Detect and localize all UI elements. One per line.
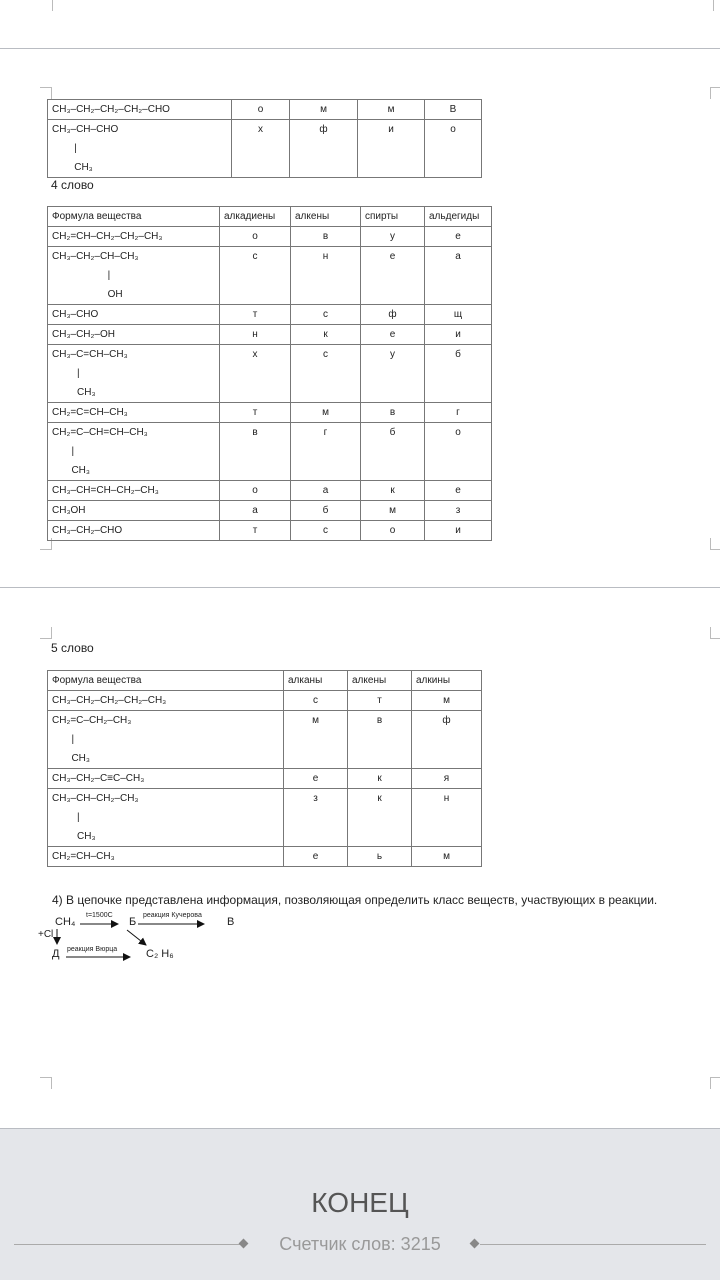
letter-cell: ф bbox=[361, 305, 425, 325]
table-row bbox=[48, 120, 482, 178]
formula-text: CH₃–C=CH–CH₃ | CH₃ bbox=[52, 349, 128, 398]
letter-cell: о bbox=[425, 423, 492, 481]
letter-cell: м bbox=[284, 711, 348, 769]
table-header-cell: алкены bbox=[291, 207, 361, 227]
formula-text: CH₃–CH–CHO | CH₃ bbox=[52, 124, 119, 173]
letter-cell: и bbox=[358, 120, 425, 178]
letter-cell: м bbox=[358, 100, 425, 120]
formula-text: CH₃–CH–CH₂–CH₃ | CH₃ bbox=[52, 793, 139, 842]
letter-cell: н bbox=[412, 789, 482, 847]
letter-cell: с bbox=[284, 691, 348, 711]
letter-cell: в bbox=[291, 227, 361, 247]
table-row bbox=[48, 691, 482, 711]
formula-text: CH₂=C–CH=CH–CH₃ | CH₃ bbox=[52, 427, 148, 476]
formula-text: CH₂=C=CH–CH₃ bbox=[52, 407, 128, 418]
table-header-row bbox=[48, 207, 492, 227]
letter-cell: в bbox=[361, 403, 425, 423]
letter-cell: ф bbox=[412, 711, 482, 769]
crop-mark bbox=[40, 87, 52, 99]
crop-mark bbox=[710, 538, 720, 550]
chain-condition-1: t=1500C bbox=[86, 912, 113, 919]
table-header-row bbox=[48, 671, 482, 691]
table-row bbox=[48, 345, 492, 403]
formula-text: CH₃–CH=CH–CH₂–CH₃ bbox=[52, 485, 159, 496]
formula-cell bbox=[48, 789, 284, 847]
letter-cell: с bbox=[220, 247, 291, 305]
letter-cell: т bbox=[220, 521, 291, 541]
letter-cell: а bbox=[220, 501, 291, 521]
chain-b: Б bbox=[129, 916, 137, 928]
letter-cell: е bbox=[284, 769, 348, 789]
letter-cell: т bbox=[220, 305, 291, 325]
table-header-cell: Формула вещества bbox=[48, 671, 284, 691]
table-row bbox=[48, 100, 482, 120]
formula-cell bbox=[48, 423, 220, 481]
letter-cell: б bbox=[425, 345, 492, 403]
letter-cell: а bbox=[291, 481, 361, 501]
table-row bbox=[48, 403, 492, 423]
formula-text: CH₃OH bbox=[52, 505, 86, 516]
letter-cell: я bbox=[412, 769, 482, 789]
page-separator bbox=[0, 1128, 720, 1129]
letter-cell: м bbox=[290, 100, 358, 120]
word5-label: 5 слово bbox=[51, 641, 94, 655]
chain-c2h6: C₂ H₆ bbox=[146, 948, 174, 960]
formula-cell bbox=[48, 345, 220, 403]
chain-condition-3: реакция Вюрца bbox=[67, 946, 118, 953]
letter-cell: т bbox=[348, 691, 412, 711]
word4-label: 4 слово bbox=[51, 178, 94, 192]
letter-cell: ф bbox=[290, 120, 358, 178]
letter-cell: г bbox=[291, 423, 361, 481]
table-row bbox=[48, 847, 482, 867]
formula-cell bbox=[48, 247, 220, 305]
letter-cell: б bbox=[291, 501, 361, 521]
chain-cl: +Cl bbox=[38, 929, 54, 940]
table-row bbox=[48, 501, 492, 521]
formula-cell bbox=[48, 227, 220, 247]
formula-cell bbox=[48, 691, 284, 711]
table-header-cell: альдегиды bbox=[425, 207, 492, 227]
letter-cell: в bbox=[348, 711, 412, 769]
formula-text: CH₂=C–CH₂–CH₃ | CH₃ bbox=[52, 715, 132, 764]
crop-mark bbox=[710, 1077, 720, 1089]
letter-cell: ь bbox=[348, 847, 412, 867]
formula-text: CH₃–CHO bbox=[52, 309, 99, 320]
formula-text: CH₂=CH–CH₃ bbox=[52, 851, 115, 862]
crop-mark bbox=[710, 627, 720, 639]
letter-cell: к bbox=[361, 481, 425, 501]
letter-cell: н bbox=[291, 247, 361, 305]
letter-cell: е bbox=[361, 325, 425, 345]
chain-ch4: CH₄ bbox=[55, 916, 76, 928]
table-row bbox=[48, 711, 482, 769]
formula-cell bbox=[48, 481, 220, 501]
letter-cell: м bbox=[412, 847, 482, 867]
word-count[interactable]: Счетчик слов: 3215 bbox=[279, 1234, 441, 1254]
letter-cell: В bbox=[425, 100, 482, 120]
letter-cell: о bbox=[425, 120, 482, 178]
letter-cell: е bbox=[425, 481, 492, 501]
table-row bbox=[48, 247, 492, 305]
formula-text: CH₃–CH₂–OH bbox=[52, 329, 115, 340]
crop-mark bbox=[40, 1077, 52, 1089]
letter-cell: з bbox=[284, 789, 348, 847]
arrow-b-to-c2h6 bbox=[127, 930, 146, 945]
diamond-icon bbox=[470, 1239, 480, 1249]
crop-mark bbox=[710, 87, 720, 99]
chain-arrows bbox=[0, 905, 720, 985]
footer-line-right bbox=[480, 1244, 706, 1245]
chain-d: Д bbox=[52, 948, 60, 960]
formula-cell bbox=[48, 305, 220, 325]
diamond-icon bbox=[239, 1239, 249, 1249]
table-word3-continuation bbox=[47, 99, 482, 178]
letter-cell: м bbox=[361, 501, 425, 521]
letter-cell: е bbox=[361, 247, 425, 305]
page-fragment-top bbox=[0, 0, 720, 48]
letter-cell: н bbox=[220, 325, 291, 345]
crop-mark bbox=[713, 0, 714, 11]
table-row bbox=[48, 769, 482, 789]
table-header-cell: Формула вещества bbox=[48, 207, 220, 227]
formula-text: CH₃–CH₂–CHO bbox=[52, 525, 123, 536]
letter-cell: м bbox=[291, 403, 361, 423]
table-word4 bbox=[47, 206, 492, 541]
letter-cell: о bbox=[232, 100, 290, 120]
table-header-cell: алкены bbox=[348, 671, 412, 691]
formula-cell bbox=[48, 769, 284, 789]
letter-cell: к bbox=[348, 769, 412, 789]
letter-cell: о bbox=[361, 521, 425, 541]
letter-cell: о bbox=[220, 227, 291, 247]
letter-cell: к bbox=[291, 325, 361, 345]
table-header-cell: алкадиены bbox=[220, 207, 291, 227]
letter-cell: и bbox=[425, 521, 492, 541]
letter-cell: т bbox=[220, 403, 291, 423]
letter-cell: и bbox=[425, 325, 492, 345]
formula-text: CH₃–CH₂–CH–CH₃ | OH bbox=[52, 251, 139, 300]
letter-cell: с bbox=[291, 345, 361, 403]
table-header-cell: алканы bbox=[284, 671, 348, 691]
table-row bbox=[48, 305, 492, 325]
table-row bbox=[48, 521, 492, 541]
letter-cell: у bbox=[361, 345, 425, 403]
formula-cell bbox=[48, 120, 232, 178]
end-label: КОНЕЦ bbox=[311, 1187, 409, 1218]
chain-v: В bbox=[227, 916, 235, 928]
chain-condition-2: реакция Кучерова bbox=[143, 912, 202, 919]
letter-cell: е bbox=[425, 227, 492, 247]
footer-line-left bbox=[14, 1244, 242, 1245]
letter-cell: о bbox=[220, 481, 291, 501]
table-row bbox=[48, 481, 492, 501]
table-header-cell: спирты bbox=[361, 207, 425, 227]
crop-mark bbox=[52, 0, 53, 11]
letter-cell: с bbox=[291, 305, 361, 325]
letter-cell: з bbox=[425, 501, 492, 521]
letter-cell: в bbox=[220, 423, 291, 481]
letter-cell: у bbox=[361, 227, 425, 247]
table-row bbox=[48, 423, 492, 481]
table-row bbox=[48, 227, 492, 247]
table-header-cell: алкины bbox=[412, 671, 482, 691]
letter-cell: г bbox=[425, 403, 492, 423]
formula-cell bbox=[48, 100, 232, 120]
formula-cell bbox=[48, 711, 284, 769]
letter-cell: б bbox=[361, 423, 425, 481]
formula-cell bbox=[48, 403, 220, 423]
letter-cell: а bbox=[425, 247, 492, 305]
formula-text: CH₂=CH–CH₂–CH₂–CH₃ bbox=[52, 231, 163, 242]
formula-cell bbox=[48, 521, 220, 541]
letter-cell: х bbox=[220, 345, 291, 403]
table-word5 bbox=[47, 670, 482, 867]
letter-cell: к bbox=[348, 789, 412, 847]
letter-cell: х bbox=[232, 120, 290, 178]
letter-cell: щ bbox=[425, 305, 492, 325]
letter-cell: м bbox=[412, 691, 482, 711]
formula-cell bbox=[48, 501, 220, 521]
formula-text: CH₃–CH₂–CH₂–CH₂–CHO bbox=[52, 104, 170, 115]
letter-cell: с bbox=[291, 521, 361, 541]
letter-cell: е bbox=[284, 847, 348, 867]
table-row bbox=[48, 789, 482, 847]
formula-text: CH₃–CH₂–CH₂–CH₂–CH₃ bbox=[52, 695, 167, 706]
crop-mark bbox=[40, 627, 52, 639]
task4-text: 4) В цепочке представлена информация, позволяющая определить класс веществ, участвующих в реакции. bbox=[52, 893, 658, 907]
table-row bbox=[48, 325, 492, 345]
formula-cell bbox=[48, 847, 284, 867]
formula-cell bbox=[48, 325, 220, 345]
formula-text: CH₃–CH₂–C≡C–CH₃ bbox=[52, 773, 145, 784]
